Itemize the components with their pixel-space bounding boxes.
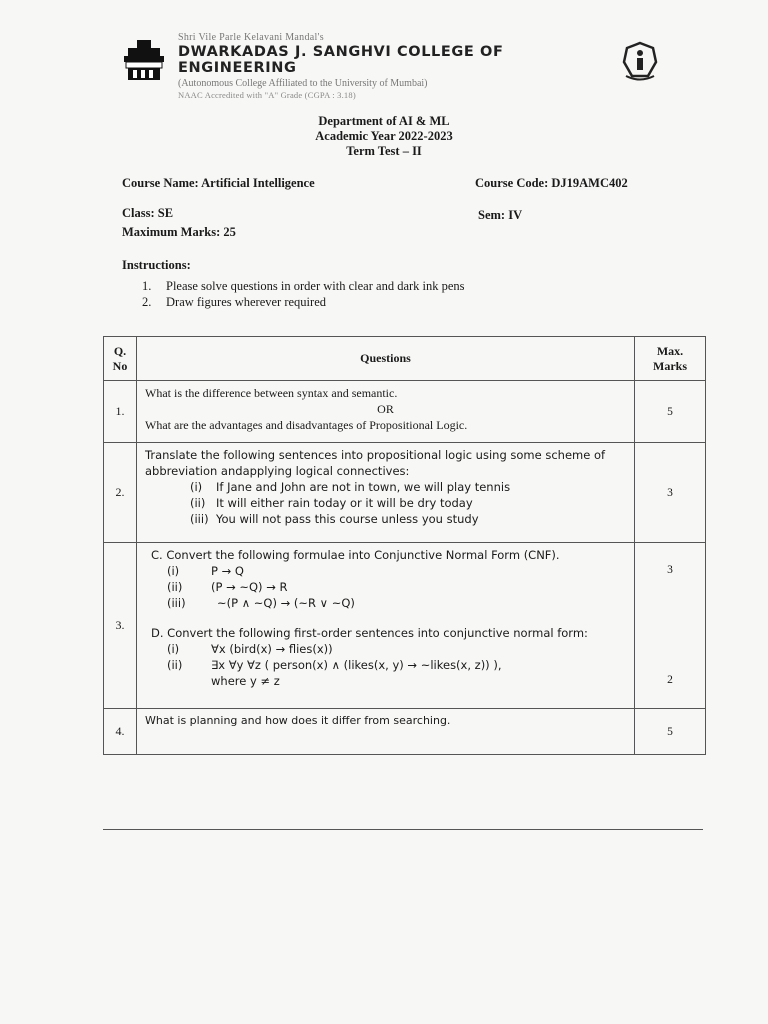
academic-year: Academic Year 2022-2023 (315, 129, 453, 143)
institution-seal-icon (620, 40, 660, 82)
question-number: 4. (104, 709, 137, 755)
instructions-title: Instructions: (122, 258, 191, 272)
questions-table (103, 336, 706, 755)
college-name: DWARKADAS J. SANGHVI COLLEGE OF ENGINEERING (178, 44, 504, 76)
maximum-marks: Maximum Marks: 25 (122, 225, 236, 239)
table-row (104, 381, 706, 443)
course-code: Course Code: DJ19AMC402 (475, 176, 628, 190)
naac-accreditation: NAAC Accredited with "A" Grade (CGPA : 3.18) (178, 90, 356, 100)
course-name: Course Name: Artificial Intelligence (122, 176, 315, 190)
department: Department of AI & ML (318, 114, 450, 128)
header-max-marks: Max. Marks (635, 337, 706, 381)
term-test: Term Test – II (346, 144, 422, 158)
question-text: C. Convert the following formulae into Conjunctive Normal Form (CNF). (i) P → Q (ii) (P → ~Q) → R (iii) ~(P ∧ ~Q) → (~R ∨ ~Q) D. Convert the following first-order sentences into conjunctive normal form: (i) ∀x (bird(x) → flies(x)) (ii) ∃x ∀y ∀z ( person(x) ∧ (likes(x, y) → ~likes(x, z)) ), where y ≠ z (137, 543, 635, 709)
instruction-item: 1. Please solve questions in order with clear and dark ink pens (142, 279, 465, 293)
question-number: 3. (104, 543, 137, 709)
question-marks: 3 2 (635, 543, 706, 709)
college-header (178, 32, 618, 100)
table-row (104, 443, 706, 543)
question-marks: 3 (635, 443, 706, 543)
semester: Sem: IV (478, 208, 523, 222)
exam-title-block (0, 114, 768, 159)
question-text: What is planning and how does it differ from searching. (137, 709, 635, 755)
question-text: What is the difference between syntax and semantic. OR What are the advantages and disadvantages of Propositional Logic. (137, 381, 635, 443)
class: Class: SE (122, 206, 174, 220)
question-marks: 5 (635, 709, 706, 755)
trust-name: Shri Vile Parle Kelavani Mandal's (178, 32, 324, 43)
instruction-item: 2. Draw figures wherever required (142, 295, 326, 309)
header-qno: Q. No (104, 337, 137, 381)
question-number: 2. (104, 443, 137, 543)
table-row (104, 543, 706, 709)
bottom-divider (103, 829, 703, 830)
college-emblem-icon (122, 38, 166, 84)
question-number: 1. (104, 381, 137, 443)
table-header-row (104, 337, 706, 381)
table-row (104, 709, 706, 755)
header-questions: Questions (137, 337, 635, 381)
instructions-list (142, 278, 465, 310)
affiliation: (Autonomous College Affiliated to the University of Mumbai) (178, 78, 428, 89)
question-text: Translate the following sentences into propositional logic using some scheme of abbreviation andapplying logical connectives: (i) If Jane and John are not in town, we will play tennis (ii) It will either rain today or it will be dry today (iii) You will not pass this course unless you study (137, 443, 635, 543)
question-marks: 5 (635, 381, 706, 443)
